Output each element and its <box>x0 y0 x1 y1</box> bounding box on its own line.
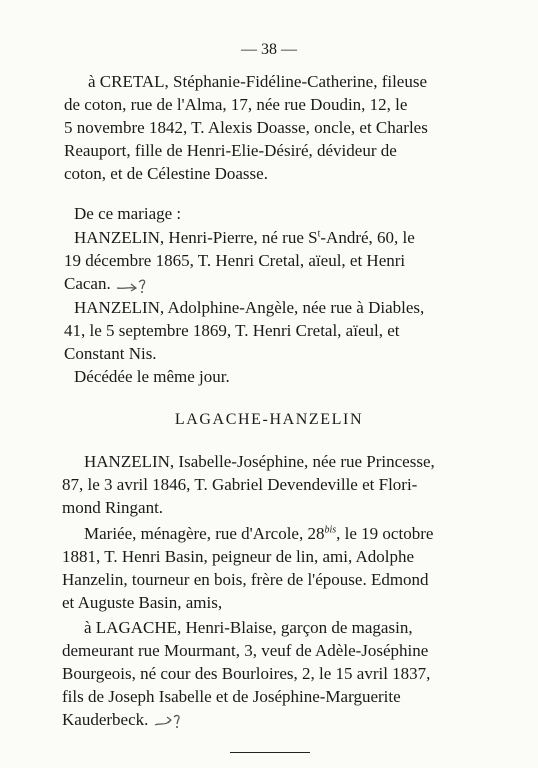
text-line: de coton, rue de l'Alma, 17, née rue Doudin, 12, le <box>64 95 408 114</box>
text-line: à CRETAL, Stéphanie-Fidéline-Catherine, fileuse <box>88 72 428 91</box>
text-line: demeurant rue Mourmant, 3, veuf de Adèle-Joséphine <box>62 641 429 660</box>
closing-rule <box>230 752 310 753</box>
text-line: à LAGACHE, Henri-Blaise, garçon de magasin, <box>84 618 413 637</box>
text-line: Cacan. <box>64 274 149 295</box>
text-line: et Auguste Basin, amis, <box>62 593 223 612</box>
page-number: — 38 — <box>241 41 297 58</box>
text-line: fils de Joseph Isabelle et de Joséphine-Marguerite <box>62 687 401 706</box>
text-line: Hanzelin, tourneur en bois, frère de l'épouse. Edmond <box>62 570 429 589</box>
text-line: HANZELIN, Isabelle-Joséphine, née rue Princesse, <box>84 452 435 471</box>
text-line: coton, et de Célestine Doasse. <box>64 164 268 183</box>
text-line: Bourgeois, né cour des Bourloires, 2, le 15 avril 1837, <box>62 664 431 683</box>
text-line: HANZELIN, Henri-Pierre, né rue $S^t$-André, 60, le <box>74 228 415 247</box>
text-line: Reauport, fille de Henri-Elie-Désiré, dévideur de <box>64 141 397 160</box>
pencil-annotation-arrow-icon <box>115 275 149 295</box>
text-line: Décédée le même jour. <box>74 367 230 386</box>
text-line: Mariée, ménagère, rue d'Arcole, $28^{bis}$, le 19 octobre <box>84 524 434 543</box>
pencil-annotation-mark-icon <box>153 711 183 731</box>
text-line: 5 novembre 1842, T. Alexis Doasse, oncle, et Charles <box>64 118 428 137</box>
text-line: Kauderbeck. <box>62 710 183 731</box>
section-heading: LAGACHE-HANZELIN <box>174 411 364 428</box>
children-intro: De ce mariage : <box>74 204 182 223</box>
text-line: HANZELIN, Adolphine-Angèle, née rue à Diables, <box>74 298 425 317</box>
text-line: 1881, T. Henri Basin, peigneur de lin, ami, Adolphe <box>62 547 415 566</box>
text-line: 41, le 5 septembre 1869, T. Henri Cretal, aïeul, et <box>64 321 400 340</box>
text-line: mond Ringant. <box>62 498 164 517</box>
text-line: 19 décembre 1865, T. Henri Cretal, aïeul, et Henri <box>64 251 406 270</box>
text-line: 87, le 3 avril 1846, T. Gabriel Devendeville et Flori- <box>62 475 418 494</box>
text-line: Constant Nis. <box>64 344 157 363</box>
